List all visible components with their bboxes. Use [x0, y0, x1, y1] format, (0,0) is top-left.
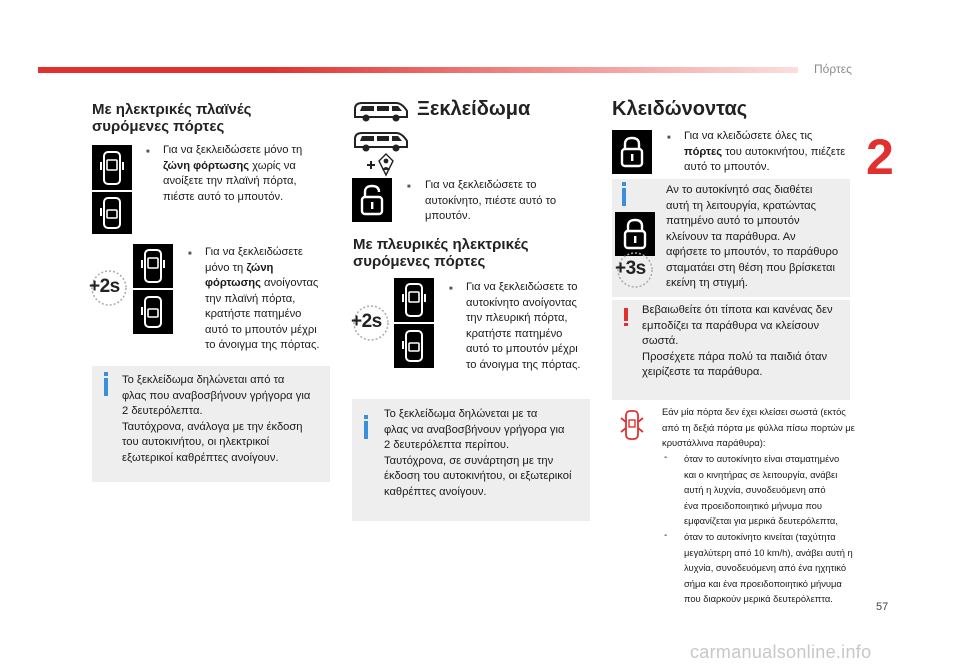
text-line: πατημένο αυτό το μπουτόν	[666, 215, 800, 227]
text-line: Το ξεκλείδωμα δηλώνεται με τα	[384, 408, 538, 420]
text-line: πιέστε αυτό το μπουτόν.	[163, 190, 284, 203]
text-line: αφήσετε το μπουτόν, το παράθυρο	[666, 246, 839, 258]
info-icon	[104, 378, 108, 396]
info-text	[666, 183, 838, 292]
timer-label: +3s	[615, 258, 646, 279]
paragraph-unlock-load-zone	[163, 143, 302, 205]
text-line: φλας που αναβοσβήνουν γρήγορα για	[122, 389, 311, 402]
bullet-icon: ■	[146, 149, 150, 155]
text-line: έκδοση του αυτοκινήτου, οι εξωτερικοί	[384, 470, 572, 482]
text-line: Το ξεκλείδωμα δηλώνεται από τα	[122, 374, 285, 386]
door-ajar-intro	[662, 404, 855, 451]
page-number: 57	[876, 601, 889, 613]
hold-timer-icon	[349, 303, 393, 343]
text-line: καθρέπτες ανοίγουν.	[384, 485, 487, 498]
info-box-unlock-signal	[92, 366, 330, 482]
door-open-warning-lamp-icon	[617, 408, 647, 446]
door-open-button-icon	[92, 192, 132, 234]
text-line: την πλευρική πόρτα,	[466, 312, 568, 324]
text-line: μεγαλύτερη από 10 km/h), ανάβει αυτή η	[684, 546, 853, 558]
text-line: 2 δευτερόλεπτα περίπου.	[384, 439, 510, 451]
warning-box-windows	[612, 300, 850, 400]
text-line: την πλαϊνή πόρτα,	[205, 292, 296, 305]
text-line: κρατήστε πατημένο	[205, 308, 302, 320]
text-line: Για να ξεκλειδώσετε	[205, 246, 303, 258]
text-line: Για να ξεκλειδώσετε το	[466, 281, 578, 293]
heading-line: Με πλευρικές ηλεκτρικές	[353, 236, 529, 253]
text-line: αυτοκίνητο, πιέστε αυτό το	[425, 194, 557, 207]
door-ajar-stopped	[684, 451, 839, 529]
text-line: από τη δεξιά πόρτα με φύλλα πίσω πορτών με	[662, 421, 855, 433]
text-line: αυτό το μπουτόν μέχρι	[466, 343, 578, 355]
text-line: μπουτόν.	[425, 210, 471, 222]
text-line: Για να ξεκλειδώσετε μόνο τη	[163, 144, 303, 156]
bold-text: πόρτες	[684, 145, 723, 158]
heading-line: συρόμενες πόρτες	[92, 118, 225, 135]
bullet-icon: ■	[667, 135, 671, 141]
bullet-icon: ■	[188, 251, 192, 257]
text-line: κλείνουν τα παράθυρα. Αν	[666, 230, 796, 243]
door-open-button-icon	[133, 290, 173, 334]
paragraph-unlock-open-door	[205, 245, 320, 354]
text-line: 2 δευτερόλεπτα.	[122, 405, 203, 417]
text-line: σωστά.	[642, 335, 679, 347]
person-plus-icon	[366, 151, 394, 181]
info-text	[384, 407, 571, 500]
info-icon	[622, 188, 626, 206]
door-unlock-button-icon	[133, 244, 173, 288]
text-line: το άνοιγμα της πόρτας.	[466, 358, 581, 371]
van-icon	[352, 99, 410, 127]
chapter-number: 2	[866, 129, 894, 185]
text-line	[205, 276, 320, 292]
title-locking: Κλειδώνοντας	[612, 98, 748, 120]
text-line: Βεβαιωθείτε ότι τίποτα και κανένας δεν	[642, 304, 833, 316]
text-line: Για να κλειδώσετε όλες τις	[684, 130, 813, 142]
door-ajar-moving	[684, 529, 853, 607]
watermark: carmanualsonline.info	[690, 642, 872, 662]
bold-text: ζώνη	[246, 261, 274, 274]
text-line: εκείνη τη στιγμή.	[666, 277, 748, 289]
text-line: κρατήστε πατημένο	[466, 327, 563, 340]
hold-timer-icon	[87, 268, 131, 308]
info-icon	[364, 421, 368, 439]
text-line: φλας να αναβοσβήνουν γρήγορα για	[384, 423, 565, 436]
door-open-button-icon	[394, 324, 434, 368]
text-line: το άνοιγμα της πόρτας.	[205, 339, 320, 351]
text-line: Ταυτόχρονα, σε συνάρτηση με την	[384, 454, 554, 467]
text-line: ανοίξετε την πλαϊνή πόρτα,	[163, 175, 297, 187]
text-line: του αυτοκινήτου, οι ηλεκτρικοί	[122, 436, 270, 448]
text-line: αυτό το μπουτόν.	[684, 161, 770, 173]
title-unlocking: Ξεκλείδωμα	[417, 98, 531, 120]
list-dash: -	[664, 530, 668, 541]
info-box-windows	[612, 179, 850, 297]
warning-text	[642, 303, 833, 381]
text-span: του αυτοκινήτου, πιέζετε	[722, 145, 846, 158]
text-span: χωρίς να	[249, 159, 296, 172]
heading-line: συρόμενες πόρτες	[353, 253, 486, 270]
list-dash: -	[664, 452, 668, 463]
text-line: και ο κινητήρας σε λειτουργία, ανάβει	[684, 468, 838, 480]
paragraph-unlock-vehicle	[425, 178, 556, 225]
text-line: σταματάει στη θέση που βρίσκεται	[666, 261, 835, 274]
text-line	[205, 261, 320, 277]
top-accent-bar	[38, 67, 798, 73]
text-line: λυχνία, συνοδευόμενη από ένα ηχητικό	[684, 562, 847, 574]
text-line: εμφανίζεται για μερικά δευτερόλεπτα,	[684, 515, 838, 527]
paragraph-lock-doors	[684, 129, 845, 176]
bold-text: φόρτωσης	[205, 277, 261, 289]
text-line: Προσέχετε πάρα πολύ τα παιδιά όταν	[642, 350, 828, 363]
hold-timer-icon	[612, 250, 658, 290]
text-line	[684, 145, 845, 161]
text-line: αυτό το μπουτόν μέχρι	[205, 323, 317, 336]
unlock-button-icon	[352, 178, 392, 222]
lock-button-icon	[612, 130, 652, 174]
text-line: σήμα και ένα προειδοποιητικό μήνυμα	[684, 577, 842, 589]
bullet-icon: ■	[407, 184, 411, 190]
info-box-unlock-signal	[352, 399, 590, 521]
timer-label: +2s	[89, 276, 120, 297]
text-line	[163, 159, 302, 175]
text-line: ένα προειδοποιητικό μήνυμα που	[684, 499, 823, 511]
text-span: μόνο τη	[205, 261, 247, 274]
door-unlock-button-icon	[394, 278, 434, 322]
text-line: εμποδίζει τα παράθυρα να κλείσουν	[642, 319, 820, 332]
text-line: αυτή τη λειτουργία, κρατώντας	[666, 199, 817, 212]
text-line: Για να ξεκλειδώσετε το	[425, 179, 537, 191]
text-line: όταν το αυτοκίνητο κινείται (ταχύτητα	[684, 531, 836, 542]
text-span: ανοίγοντας	[260, 277, 319, 289]
heading-sliding-doors	[92, 101, 251, 135]
info-text	[122, 373, 310, 466]
bullet-icon: ■	[449, 286, 453, 292]
heading-side-sliding-doors	[353, 236, 529, 270]
bold-text: ζώνη φόρτωσης	[163, 159, 250, 172]
text-line: Αν το αυτοκίνητό σας διαθέτει	[666, 184, 813, 196]
text-line: που διαρκούν μερικά δευτερόλεπτα.	[684, 593, 833, 605]
text-line: όταν το αυτοκίνητο είναι σταματημένο	[684, 453, 840, 464]
door-unlock-button-icon	[92, 145, 132, 190]
text-line: αυτή η λυχνία, συνοδευόμενη από	[684, 484, 826, 496]
text-line: αυτοκίνητο ανοίγοντας	[466, 296, 577, 309]
text-line: Εάν μία πόρτα δεν έχει κλείσει σωστά (εκτός	[662, 406, 846, 417]
heading-line: Με ηλεκτρικές πλαϊνές	[92, 101, 252, 118]
text-line: Ταυτόχρονα, ανάλογα με την έκδοση	[122, 420, 303, 433]
text-line: κρυστάλλινα παράθυρα):	[662, 437, 766, 449]
section-name: Πόρτες	[814, 62, 852, 76]
timer-label: +2s	[351, 311, 382, 332]
paragraph-unlock-side-door	[466, 280, 581, 373]
text-line: εξωτερικοί καθρέπτες ανοίγουν.	[122, 451, 279, 464]
text-line: χειρίζεστε τα παράθυρα.	[642, 366, 763, 378]
warning-icon	[624, 308, 628, 321]
